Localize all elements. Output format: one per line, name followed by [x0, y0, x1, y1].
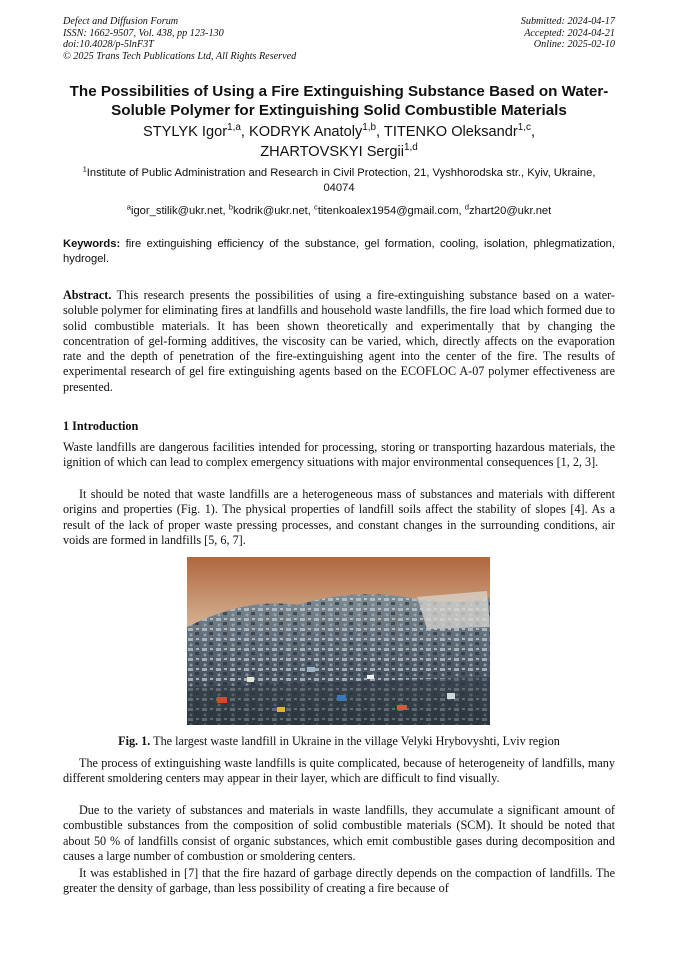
journal-name: Defect and Diffusion Forum	[63, 16, 179, 27]
journal-info	[63, 16, 296, 62]
email-list: $^a$igor_stilik@ukr.net, $^b$kodrik@ukr.net, $^c$titenkoalex1954@gmail.com, $^d$zhart20@ukr.net	[126, 202, 552, 217]
submitted-date: Submitted: 2024-04-17	[520, 16, 615, 27]
affiliation: $^1$Institute of Public Administration and Research in Civil Protection, 21, Vyshhorodska str., Kyiv, Ukraine, 04074	[82, 164, 596, 194]
author-list	[60, 123, 618, 162]
figure-caption-text: The largest waste landfill in Ukraine in the village Velyki Hrybovyshti, Lviv region	[153, 734, 560, 748]
paper-title: The Possibilities of Using a Fire Extinguishing Substance Based on Water-Soluble Polymer for Extinguishing Solid Combustible Materials	[69, 83, 609, 119]
author: TITENKO Oleksandr$^{1,c}$,	[383, 122, 535, 140]
online-date: Online: 2025-02-10	[533, 39, 615, 51]
keywords	[63, 237, 615, 267]
doi-line: doi:10.4028/p-5lnF3T	[63, 39, 154, 51]
abstract-text: This research presents the possibilities of using a fire-extinguishing substance based on a water-soluble polymer for eliminating fires at landfills and household waste landfills, the fire load which formed due to solid combustible materials. It has been shown theoretically and experimentally that by changing the concentration of gel-forming additives, the viscosity can be varied, which, directly affects on the evaporation rate and the depth of penetration of the fire-extinguishing agent into the center of the fire. The results of experimental research of gel fire extinguishing agents based on the ECOFLOC A-07 polymer effectiveness are presented.	[63, 288, 615, 394]
email[interactable]: $^c$titenkoalex1954@gmail.com	[314, 202, 459, 217]
author: ZHARTOVSKYI Sergii$^{1,d}$	[260, 141, 418, 160]
landfill-photo	[187, 557, 490, 725]
author: KODRYK Anatoly$^{1,b}$,	[248, 122, 384, 140]
copyright-line: © 2025 Trans Tech Publications Ltd, All Rights Reserved	[63, 50, 297, 62]
email[interactable]: $^d$zhart20@ukr.net	[464, 202, 552, 217]
abstract	[63, 288, 615, 395]
paragraph: It was established in [7] that the fire hazard of garbage directly depends on the compaction of landfills. The greater the density of garbage, than less possibility of creating a fire because of	[63, 866, 615, 896]
paragraph: Due to the variety of substances and materials in waste landfills, they accumulate a significant amount of combustible substances from the composition of solid combustible materials (SCM). It should be noted that about 50 % of landfills consist of organic substances, which emit combustible gases during decomposition and causes a large number of combustion or smoldering centers.	[63, 803, 615, 864]
figure-caption	[63, 734, 615, 749]
email[interactable]: $^a$igor_stilik@ukr.net	[126, 202, 223, 217]
issn-line: ISSN: 1662-9507, Vol. 438, pp 123-130	[63, 27, 224, 39]
author: STYLYK Igor$^{1,a}$,	[142, 122, 249, 140]
section-heading: 1 Introduction	[63, 419, 139, 433]
accepted-date: Accepted: 2024-04-21	[524, 27, 615, 39]
paragraph: Waste landfills are dangerous facilities intended for processing, storing or transporting hazardous materials, the ignition of which can lead to complex emergency situations with major environmental consequences [1, 2, 3].	[63, 440, 615, 470]
figure-label: Fig. 1.	[118, 734, 151, 748]
paragraph: It should be noted that waste landfills are a heterogeneous mass of substances and materials with different origins and properties (Fig. 1). The physical properties of landfill soils affect the stability of slopes [4]. As a result of the lack of proper waste pressing processes, and constant changes in the surrounding conditions, air voids are formed in landfills [5, 6, 7].	[63, 487, 615, 548]
keywords-label: Keywords:	[63, 238, 121, 250]
landfill-image	[187, 557, 490, 725]
submission-dates	[521, 16, 615, 51]
abstract-label: Abstract.	[63, 288, 112, 302]
paragraph: The process of extinguishing waste landfills is quite complicated, because of heterogeneity of landfills, many different smoldering centers may appear in their layer, which are difficult to find visually.	[63, 756, 615, 786]
keywords-text: fire extinguishing efficiency of the substance, gel formation, cooling, isolation, phlegmatization, hydrogel.	[63, 238, 616, 266]
email[interactable]: $^b$kodrik@ukr.net	[228, 202, 308, 217]
